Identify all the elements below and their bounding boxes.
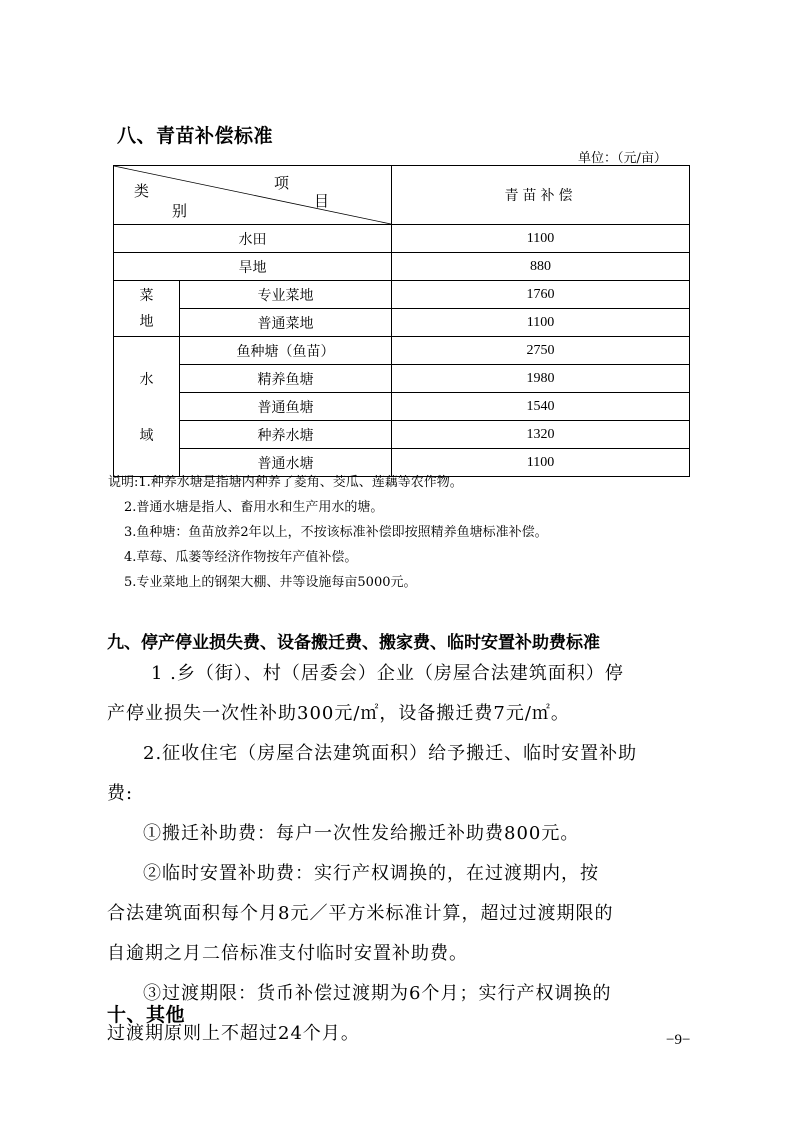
body-line: 产停业损失一次性补助300元/㎡，设备搬迁费7元/㎡。 (107, 703, 570, 724)
table-row (114, 309, 690, 337)
header-item-char2: 目 (314, 192, 330, 210)
body-line: 费: (107, 783, 134, 804)
row-value: 1980 (392, 365, 690, 393)
row-item: 普通鱼塘 (180, 393, 392, 421)
category-water-char2: 域 (139, 427, 154, 444)
row-value: 1540 (392, 393, 690, 421)
row-item: 鱼种塘（鱼苗） (180, 337, 392, 365)
row-item: 水田 (114, 225, 392, 253)
note-line: 2.普通水塘是指人、畜用水和生产用水的塘。 (124, 500, 384, 515)
note-line: 4.草莓、瓜蒌等经济作物按年产值补偿。 (124, 550, 358, 565)
row-value: 1100 (392, 449, 690, 477)
body-line: 2.征收住宅（房屋合法建筑面积）给予搬迁、临时安置补助 (143, 743, 638, 764)
section8-title: 八、青苗补偿标准 (117, 125, 274, 147)
category-vegetable-char1: 菜 (139, 287, 154, 304)
row-item: 种养水塘 (180, 421, 392, 449)
page-number: −9− (666, 1032, 691, 1048)
row-value: 1320 (392, 421, 690, 449)
body-line: 自逾期之月二倍标准支付临时安置补助费。 (107, 943, 468, 964)
table-row (114, 337, 690, 365)
row-value: 880 (392, 253, 690, 281)
category-vegetable-char2: 地 (139, 313, 154, 330)
category-water (114, 337, 180, 477)
section10-title: 十、其他 (107, 1004, 186, 1026)
category-water-char1: 水 (139, 371, 154, 388)
row-value: 1760 (392, 281, 690, 309)
category-vegetable (114, 281, 180, 337)
body-line: ③过渡期限：货币补偿过渡期为6个月；实行产权调换的 (143, 983, 612, 1004)
table-row (114, 393, 690, 421)
table-row (114, 365, 690, 393)
table-row (114, 281, 690, 309)
notes-block (108, 470, 548, 595)
body-line: ②临时安置补助费：实行产权调换的，在过渡期内，按 (143, 863, 599, 884)
row-item: 专业菜地 (180, 281, 392, 309)
note-line: 5.专业菜地上的钢架大棚、井等设施每亩5000元。 (124, 575, 417, 590)
diagonal-line (114, 166, 391, 224)
diagonal-header-cell (114, 166, 392, 225)
unit-label: 单位：（元/亩） (578, 151, 667, 166)
table-row (114, 253, 690, 281)
note-line: 3.鱼种塘：鱼苗放养2年以上，不按该标准补偿即按照精养鱼塘标准补偿。 (124, 525, 548, 540)
header-category-char1: 类 (134, 182, 150, 200)
row-item: 普通水塘 (180, 449, 392, 477)
header-item-char1: 项 (274, 174, 290, 192)
section9-title: 九、停产停业损失费、设备搬迁费、搬家费、临时安置补助费标准 (107, 633, 600, 653)
table-row (114, 421, 690, 449)
table-header-row (114, 166, 690, 225)
row-value: 1100 (392, 225, 690, 253)
section9-body (107, 654, 697, 1054)
row-item: 旱地 (114, 253, 392, 281)
header-compensation: 青苗补偿 (392, 166, 690, 225)
body-line: 过渡期原则上不超过24个月。 (107, 1023, 360, 1044)
body-line: ①搬迁补助费：每户一次性发给搬迁补助费800元。 (143, 823, 580, 844)
row-value: 1100 (392, 309, 690, 337)
note-line: 说明:1.种养水塘是指塘内种养了菱角、茭瓜、莲藕等农作物。 (108, 475, 463, 490)
header-category-char2: 别 (172, 202, 188, 220)
compensation-table (113, 165, 690, 477)
row-item: 精养鱼塘 (180, 365, 392, 393)
body-line: 合法建筑面积每个月8元／平方米标准计算，超过过渡期限的 (107, 903, 614, 924)
table-row (114, 225, 690, 253)
row-item: 普通菜地 (180, 309, 392, 337)
row-value: 2750 (392, 337, 690, 365)
body-line: 1 .乡（街）、村（居委会）企业（房屋合法建筑面积）停 (151, 663, 624, 684)
